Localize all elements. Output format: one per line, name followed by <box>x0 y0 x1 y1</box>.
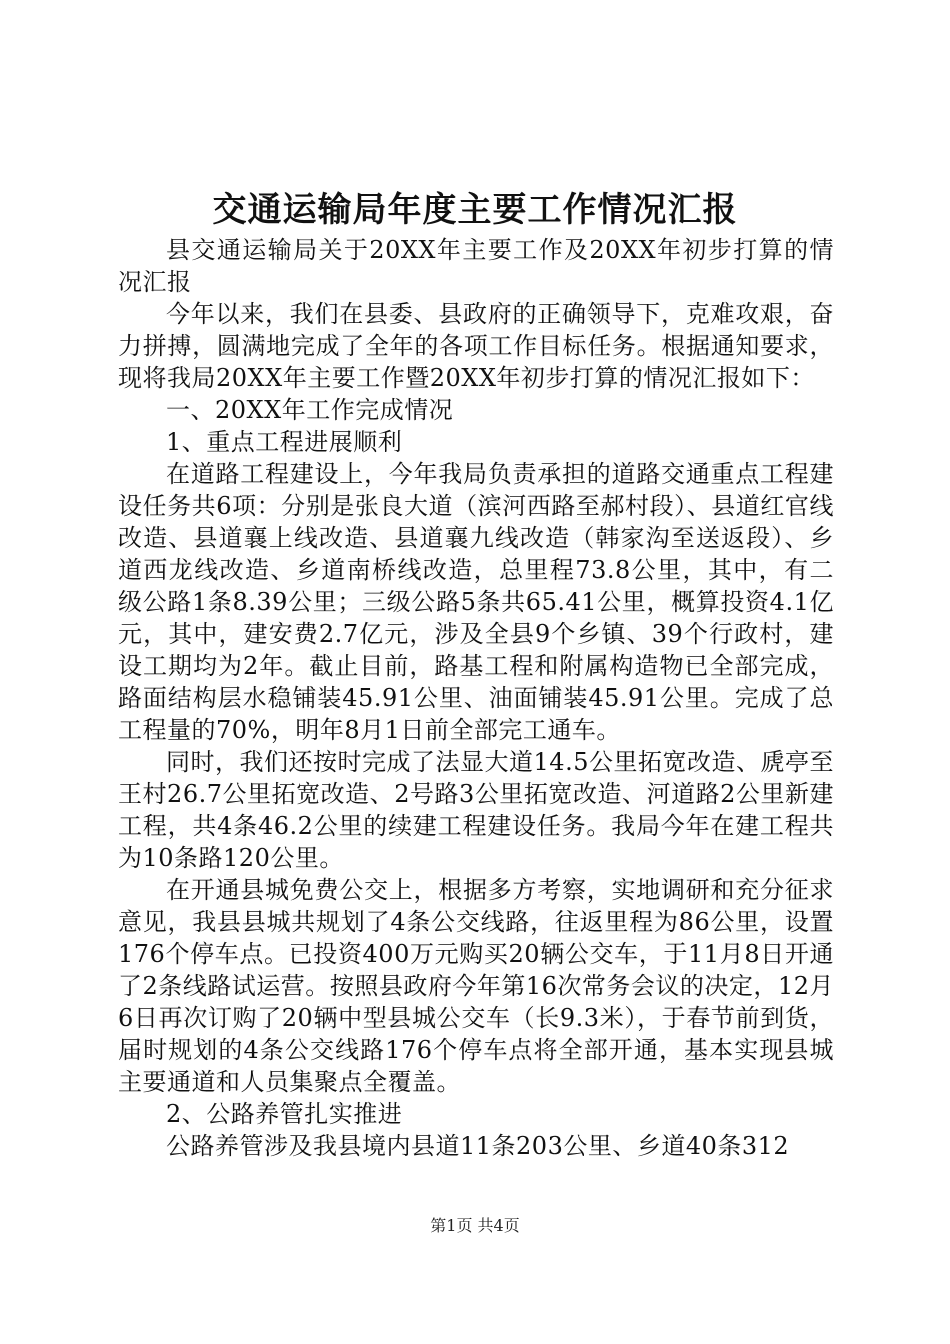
document-title: 交通运输局年度主要工作情况汇报 <box>212 190 738 230</box>
body-paragraph-road-maintenance: 公路养管涉及我县境内县道11条203公里、乡道40条312 <box>166 1132 790 1160</box>
page-number-footer: 第1页 共4页 <box>430 1216 520 1235</box>
subsection-heading-2: 2、公路养管扎实推进 <box>166 1100 403 1128</box>
body-paragraph-free-bus: 在开通县城免费公交上，根据多方考察，实地调研和充分征求意见，我县县城共规划了4条公交线路，往返里程为86公里，设置176个停车点。已投资400万元购买20辆公交车，于11月8日开通了2条线路试运营。按照县政府今年第16次常务会议的决定，12月6日再次订购了20辆中型县城公交车（长9.3米），于春节前到货，届时规划的4条公交线路176个停车点将全部开通，基本实现县城主要通道和人员集聚点全覆盖。 <box>118 876 834 1096</box>
body-paragraph-road-construction: 在道路工程建设上，今年我局负责承担的道路交通重点工程建设任务共6项：分别是张良大道（滨河西路至郝村段）、县道红官线改造、县道襄上线改造、县道襄九线改造（韩家沟至送返段）、乡道西龙线改造、乡道南桥线改造，总里程73.8公里，其中，有二级公路1条8.39公里；三级公路5条共65.41公里，概算投资4.1亿元，其中，建安费2.7亿元，涉及全县9个乡镇、39个行政村，建设工期均为2年。截止目前，路基工程和附属构造物已全部完成，路面结构层水稳铺装45.91公里、油面铺装45.91公里。完成了总工程量的70%，明年8月1日前全部完工通车。 <box>118 460 834 744</box>
body-paragraph-continued-projects: 同时，我们还按时完成了法显大道14.5公里拓宽改造、虒亭至王村26.7公里拓宽改造、2号路3公里拓宽改造、河道路2公里新建工程，共4条46.2公里的续建工程建设任务。我局今年在建工程共为10条路120公里。 <box>118 748 834 872</box>
body-paragraph-overview: 今年以来，我们在县委、县政府的正确领导下，克难攻艰，奋力拼搏，圆满地完成了全年的各项工作目标任务。根据通知要求，现将我局20XX年主要工作暨20XX年初步打算的情况汇报如下： <box>118 300 834 392</box>
subsection-heading-1: 1、重点工程进展顺利 <box>166 428 403 456</box>
body-paragraph-intro: 县交通运输局关于20XX年主要工作及20XX年初步打算的情况汇报 <box>118 236 834 296</box>
document-body <box>118 234 834 1162</box>
section-heading-1: 一、20XX年工作完成情况 <box>166 396 454 424</box>
